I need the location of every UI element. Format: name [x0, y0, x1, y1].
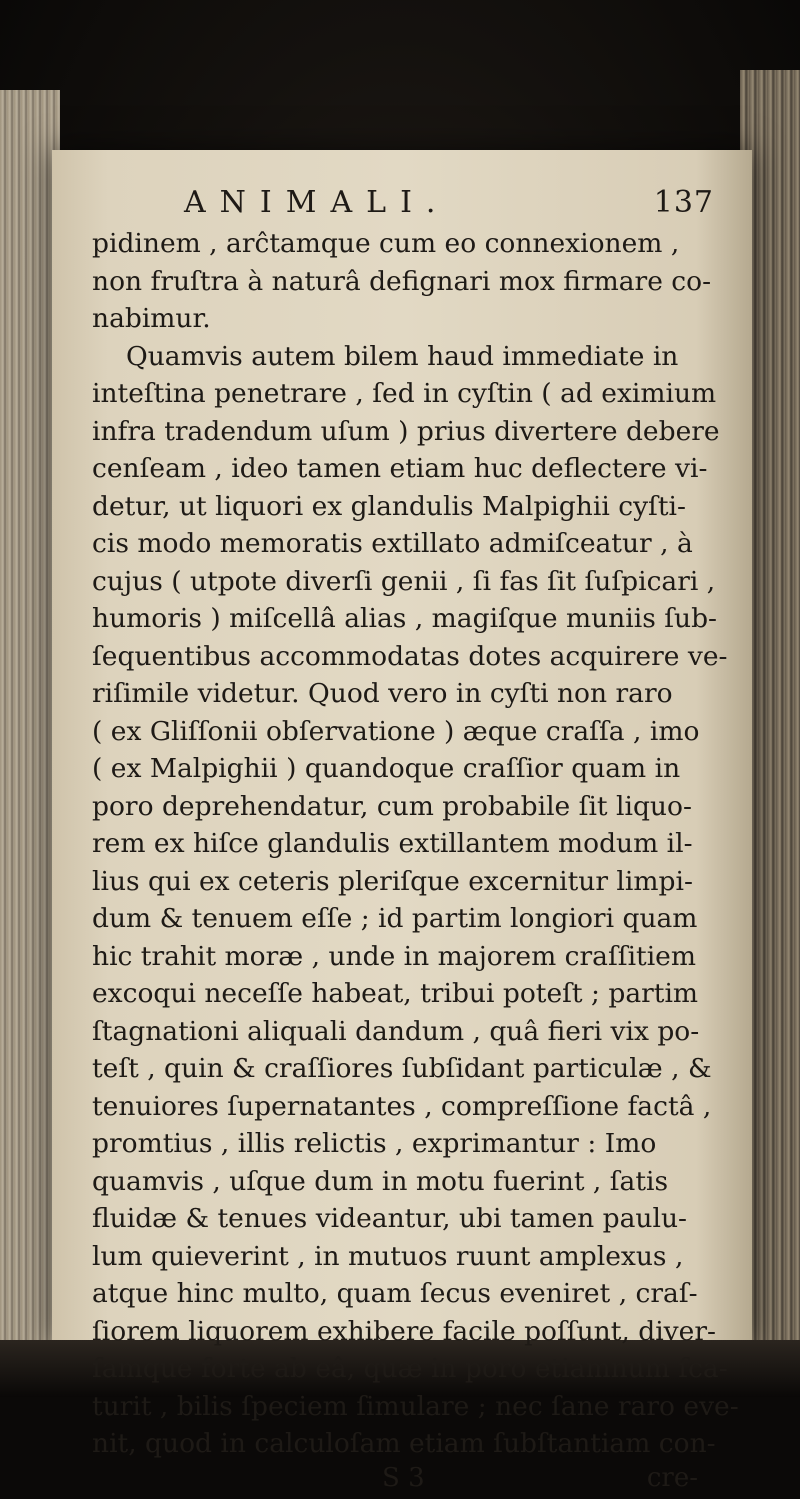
text-line: dum & tenuem eſſe ; id partim longiori quam — [92, 903, 698, 934]
text-line: inteſtina penetrare , ſed in cyſtin ( ad eximium — [92, 378, 717, 409]
text-line: ( ex Gliſſonii obſervatione ) æque craſſa , imo — [92, 715, 700, 747]
page-text-block — [92, 185, 739, 1499]
page-number: 137 — [653, 185, 714, 220]
text-line: nit, quod in calculoſam etiam ſubſtantiam con- — [92, 1428, 716, 1459]
text-line: ſamque forte ab eâ, quæ in poro etiamnum ſca- — [92, 1353, 728, 1384]
text-line: promtius , illis relictis , exprimantur : Imo — [92, 1128, 657, 1159]
text-line: quamvis , uſque dum in motu fuerint , ſatis — [92, 1165, 669, 1197]
running-title: ANIMALI. — [184, 185, 450, 220]
text-line: Quamvis autem bilem haud immediate in — [126, 340, 679, 372]
text-line: pidinem , arĉtamque cum eo connexionem , — [92, 228, 680, 259]
text-line: tenuiores ſupernatantes , compreſſione factâ , — [92, 1090, 712, 1122]
text-line: infra tradendum uſum ) prius divertere debere — [92, 415, 720, 447]
text-line: teſt , quin & craſſiores ſubſidant particulæ , & — [92, 1053, 712, 1084]
text-line: hic trahit moræ , unde in majorem craſſitiem — [92, 940, 696, 972]
catchword: cre- — [646, 1462, 698, 1493]
body-text — [92, 225, 739, 1463]
text-line: cujus ( utpote diverſi genii , ſi fas ſit ſuſpicari , — [92, 565, 716, 597]
text-line: lius qui ex ceteris pleriſque excernitur limpi- — [92, 865, 693, 897]
text-line: humoris ) miſcellâ alias , magiſque muniis ſub- — [92, 603, 718, 634]
text-line: ( ex Malpighii ) quandoque craſſior quam in — [92, 753, 681, 784]
text-line: non fruſtra à naturâ defignari mox firmare co- — [92, 265, 712, 297]
text-line: riſimile videtur. Quod vero in cyſti non raro — [92, 678, 673, 709]
left-page-edges — [0, 90, 60, 1340]
text-line: ſtagnationi aliquali dandum , quâ fieri vix po- — [92, 1015, 700, 1047]
text-line: excoqui neceſſe habeat, tribui poteſt ; partim — [92, 978, 699, 1009]
text-line: cenſeam , ideo tamen etiam huc deflectere vi- — [92, 453, 708, 484]
text-line: cis modo memoratis extillato admiſceatur , à — [92, 528, 693, 559]
text-line: detur, ut liquori ex glandulis Malpighii cyſti- — [92, 490, 686, 522]
text-line: lum quieverint , in mutuos ruunt amplexus , — [92, 1240, 684, 1272]
text-line: rem ex hiſce glandulis extillantem modum il- — [92, 828, 693, 859]
page-footer — [92, 1463, 732, 1499]
text-line: atque hinc multo, quam ſecus eveniret , craſ- — [92, 1278, 698, 1309]
signature-mark: S 3 — [382, 1462, 425, 1493]
text-line: ſequentibus accommodatas dotes acquirere ve- — [92, 640, 728, 672]
text-line: turit , bilis ſpeciem ſimulare ; nec ſane raro eve- — [92, 1390, 739, 1422]
text-line: ſiorem liquorem exhibere facile poſſunt, diver- — [92, 1315, 716, 1347]
running-header — [92, 185, 732, 225]
text-line: nabimur. — [92, 303, 211, 334]
text-line: poro deprehendatur, cum probabile ſit liquo- — [92, 790, 692, 822]
text-line: fluidæ & tenues videantur, ubi tamen paulu- — [92, 1203, 687, 1234]
